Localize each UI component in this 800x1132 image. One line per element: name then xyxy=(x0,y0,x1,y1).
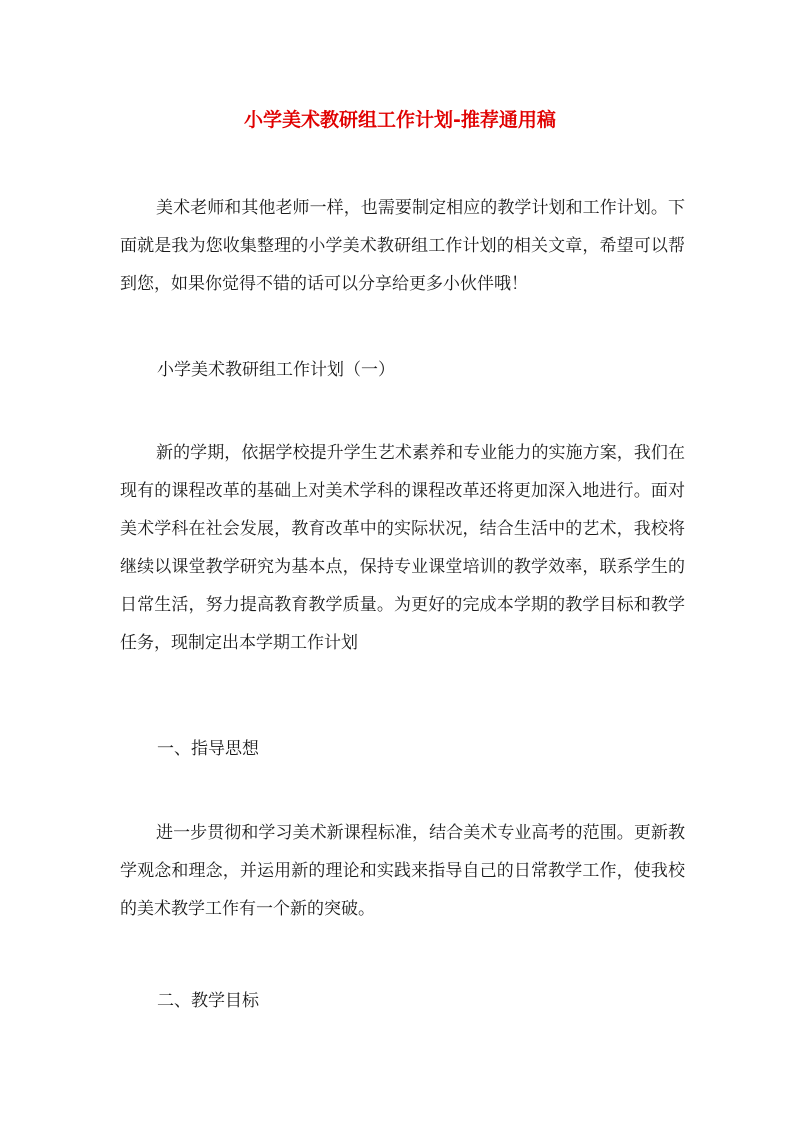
document-title: 小学美术教研组工作计划-推荐通用稿 xyxy=(244,109,556,131)
guiding-ideology-paragraph: 进一步贯彻和学习美术新课程标准，结合美术专业高考的范围。更新教学观念和理念，并运用新的理论和实践来指导自己的日常教学工作，使我校的美术教学工作有一个新的突破。 xyxy=(120,823,685,919)
plan1-heading: 小学美术教研组工作计划（一） xyxy=(157,360,395,380)
section-heading-teaching-goals: 二、教学目标 xyxy=(157,991,259,1011)
intro-paragraph: 美术老师和其他老师一样，也需要制定相应的教学计划和工作计划。下面就是我为您收集整理的小学美术教研组工作计划的相关文章，希望可以帮到您，如果你觉得不错的话可以分享给更多小伙伴哦！ xyxy=(120,198,685,294)
section-heading-guiding-ideology: 一、指导思想 xyxy=(157,739,259,759)
plan1-paragraph: 新的学期，依据学校提升学生艺术素养和专业能力的实施方案，我们在现有的课程改革的基础上对美术学科的课程改革还将更加深入地进行。面对美术学科在社会发展，教育改革中的实际状况，结合生活中的艺术，我校将继续以课堂教学研究为基本点，保持专业课堂培训的教学效率，联系学生的日常生活，努力提高教育教学质量。为更好的完成本学期的教学目标和教学任务，现制定出本学期工作计划 xyxy=(120,443,685,653)
